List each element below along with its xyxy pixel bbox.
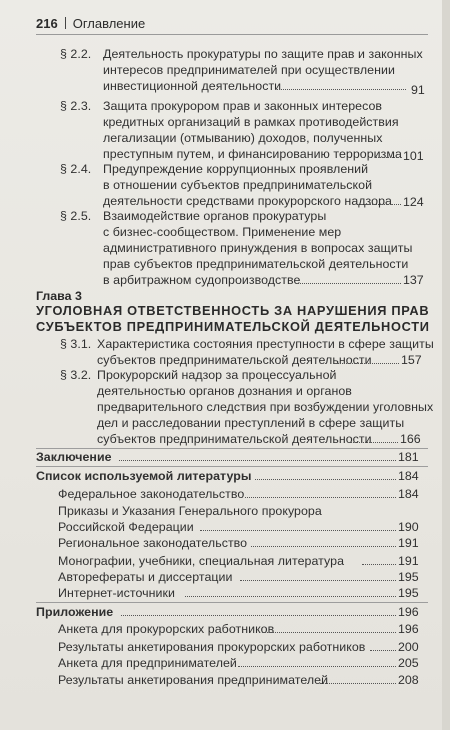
toc-page-number: 191 — [398, 554, 419, 568]
header-section-title: Оглавление — [72, 16, 146, 31]
dot-leader — [370, 650, 396, 651]
toc-page-number: 190 — [398, 520, 419, 534]
toc-page-number: 195 — [398, 570, 419, 584]
dot-leader — [365, 204, 401, 205]
dot-leader — [240, 580, 396, 581]
toc-entry-line: Прокурорский надзор за процессуальной — [97, 368, 337, 382]
toc-entry-line: деятельностью органов дознания и органов — [97, 384, 352, 398]
toc-entry-line: Предупреждение коррупционных проявлений — [103, 162, 369, 176]
dot-leader — [298, 283, 401, 284]
header-rule — [36, 34, 428, 35]
toc-section-number: § 3.1. — [60, 337, 92, 351]
toc-page-number: 124 — [403, 195, 424, 209]
toc-page-number: 196 — [398, 622, 419, 636]
header-separator — [65, 17, 66, 29]
toc-subentry: Результаты анкетирования прокурорских работников — [58, 640, 366, 654]
chapter-title-line: УГОЛОВНАЯ ОТВЕТСТВЕННОСТЬ ЗА НАРУШЕНИЯ ПРАВ — [36, 303, 430, 318]
dot-leader — [350, 442, 398, 443]
toc-subentry: Монографии, учебники, специальная литература — [58, 554, 345, 568]
toc-section-number: § 2.5. — [60, 209, 92, 223]
toc-page-number: 200 — [398, 640, 419, 654]
toc-subentry: Региональное законодательство — [58, 536, 248, 550]
dot-leader — [337, 363, 399, 364]
toc-entry-line: с бизнес-сообществом. Применение мер — [103, 225, 342, 239]
page-edge-shadow — [442, 0, 450, 730]
toc-page-number: 208 — [398, 673, 419, 687]
toc-subentry: Российской Федерации — [58, 520, 194, 534]
toc-page-number: 91 — [411, 83, 425, 97]
toc-subentry: Интернет-источники — [58, 586, 175, 600]
toc-entry-line: Взаимодействие органов прокуратуры — [103, 209, 327, 223]
toc-subentry: Анкета для прокурорских работников — [58, 622, 275, 636]
toc-entry-line: инвестиционной деятельности — [103, 79, 282, 93]
toc-entry-line: кредитных организаций в рамках противодействия — [103, 115, 399, 129]
toc-entry-line: Характеристика состояния преступности в сфере защиты — [97, 337, 434, 351]
toc-section-number: § 2.4. — [60, 162, 92, 176]
section-rule — [36, 466, 428, 467]
toc-entry-line: субъектов предпринимательской деятельности — [97, 432, 372, 446]
toc-entry-line: прав субъектов предпринимательской деятельности — [103, 257, 409, 271]
dot-leader — [121, 615, 396, 616]
dot-leader — [320, 683, 396, 684]
toc-entry-line: Деятельность прокуратуры по защите прав и законных — [103, 47, 423, 61]
toc-page-number: 184 — [398, 487, 419, 501]
toc-page-number: 195 — [398, 586, 419, 600]
dot-leader — [362, 564, 396, 565]
dot-leader — [245, 497, 396, 498]
toc-entry-line: преступным путем, и финансированию терроризма — [103, 147, 402, 161]
toc-page-number: 157 — [401, 353, 422, 367]
toc-entry-line: субъектов предпринимательской деятельности — [97, 353, 372, 367]
toc-entry-line: в арбитражном судопроизводстве — [103, 273, 301, 287]
running-header — [36, 16, 145, 32]
toc-entry-line: предварительного следствия при возбуждении уголовных — [97, 400, 434, 414]
dot-leader — [262, 632, 396, 633]
toc-page-number: 137 — [403, 273, 424, 287]
dot-leader — [255, 479, 396, 480]
toc-page-number: 101 — [403, 149, 424, 163]
toc-page-number: 196 — [398, 605, 419, 619]
toc-heading-conclusion: Заключение — [36, 450, 112, 464]
toc-page-number: 191 — [398, 536, 419, 550]
dot-leader — [119, 460, 396, 461]
toc-entry-line: легализации (отмыванию) доходов, полученных — [103, 131, 383, 145]
toc-section-number: § 3.2. — [60, 368, 92, 382]
toc-entry-line: интересов предпринимателей при осуществлении — [103, 63, 395, 77]
toc-heading-literature: Список используемой литературы — [36, 469, 252, 483]
toc-subentry: Результаты анкетирования предпринимателей — [58, 673, 329, 687]
section-rule — [36, 602, 428, 603]
toc-entry-line: в отношении субъектов предпринимательской — [103, 178, 373, 192]
dot-leader — [375, 157, 401, 158]
dot-leader — [251, 546, 396, 547]
dot-leader — [238, 666, 396, 667]
chapter-label: Глава 3 — [36, 289, 82, 303]
toc-entry-line: Защита прокурором прав и законных интересов — [103, 99, 383, 113]
toc-page-number: 184 — [398, 469, 419, 483]
chapter-title-line: СУБЪЕКТОВ ПРЕДПРИНИМАТЕЛЬСКОЙ ДЕЯТЕЛЬНОСТИ — [36, 319, 430, 334]
toc-page-number: 181 — [398, 450, 419, 464]
toc-section-number: § 2.3. — [60, 99, 92, 113]
toc-section-number: § 2.2. — [60, 47, 92, 61]
toc-subentry: Авторефераты и диссертации — [58, 570, 233, 584]
header-page-number: 216 — [36, 16, 58, 31]
toc-subentry: Анкета для предпринимателей — [58, 656, 237, 670]
toc-subentry: Федеральное законодательство — [58, 487, 245, 501]
dot-leader — [275, 89, 406, 90]
toc-entry-line: деятельности средствами прокурорского надзора — [103, 194, 392, 208]
dot-leader — [185, 596, 396, 597]
toc-page-number: 166 — [400, 432, 421, 446]
toc-page-number: 205 — [398, 656, 419, 670]
toc-subentry: Приказы и Указания Генерального прокурора — [58, 504, 322, 518]
toc-entry-line: административного принуждения в вопросах защиты — [103, 241, 413, 255]
toc-entry-line: дел и расследовании преступлений в сфере защиты — [97, 416, 405, 430]
dot-leader — [200, 530, 396, 531]
toc-heading-appendix: Приложение — [36, 605, 114, 619]
